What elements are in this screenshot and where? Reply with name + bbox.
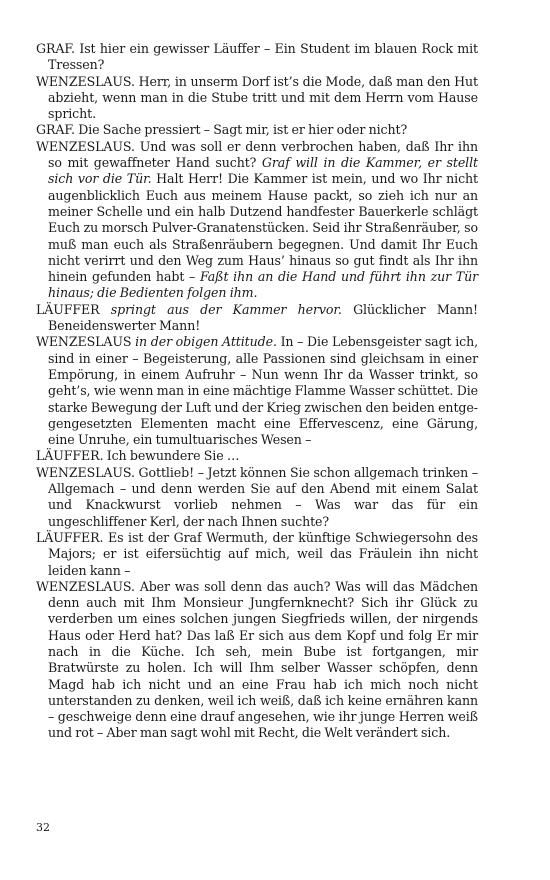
speaker-name: LÄUFFER: [36, 301, 111, 317]
speech-laeuffer-1: [36, 302, 478, 335]
stage-direction: in der obigen Attitude.: [135, 334, 277, 350]
speech-laeuffer-2: [36, 448, 478, 464]
speech-text: LÄUFFER. Es ist der Graf Wermuth, der künftige Schwiegersohn des Majors; er ist eifersüchtig auf mich, weil das Fräulein ihn nicht leiden kann –: [36, 529, 478, 578]
speech-graf-2: [36, 122, 478, 138]
speech-text: LÄUFFER. Ich bewundere Sie …: [36, 448, 240, 464]
speech-wenzeslaus-2: [36, 139, 478, 302]
play-text: [36, 41, 478, 742]
stage-direction: Graf will in die Kammer, er stellt sich vor die Tür.: [48, 155, 478, 187]
speech-text: WENZESLAUS. Gottlieb! – Jetzt können Sie schon allgemach trinken – Allgemach – und denn werden Sie auf den Abend mit einem Salat und Knackwurst vorlieb nehmen – Was war das für ein ungeschliffener Kerl, der nach Ihnen suchte?: [36, 464, 478, 529]
speech-text: WENZESLAUS. Herr, in unserm Dorf ist’s die Mode, daß man den Hut abzieht, wenn man in die Stube tritt und mit dem Herrn vom Hause spricht.: [36, 73, 478, 122]
speech-wenzeslaus-4: [36, 465, 478, 530]
speech-wenzeslaus-3: [36, 334, 478, 448]
speaker-name: WENZESLAUS: [36, 334, 136, 350]
speech-text: GRAF. Ist hier ein gewisser Läuffer – Ein Student im blauen Rock mit Tressen?: [36, 41, 478, 73]
speech-text: WENZESLAUS. Und was soll er denn verbrochen haben, daß Ihr ihn so mit gewaffneter Hand sucht?: [36, 138, 478, 171]
speech-text: Halt Herr! Die Kammer ist mein, und wo Ihr nicht augenblicklich Euch aus meinem Hause packt, so zieh ich nur an meiner Schelle und ein halb Dutzend handfester Bauerkerle schlägt Euch zu morsch Pulver-Granatenstücken. Seid ihr Straßenräuber, so muß man euch als Straßenräubern begegnen. Und damit Ihr Euch nicht verirrt und den Weg zum Haus’ hinaus so gut findt als Ihr ihn hinein gefunden habt –: [48, 171, 478, 285]
page-number: 32: [36, 821, 50, 834]
speech-text: WENZESLAUS. Aber was soll denn das auch? Was will das Mädchen denn auch mit Ihm Monsieur Jungfernknecht? Sich ihr Glück zu verderben um eines solchen jungen Siegfrieds willen, der nirgends Haus oder Herd hat? Das laß Er sich aus dem Kopf und folg Er mir nach in die Küche. Ich seh, mein Bube ist fortgangen, mir Bratwürste zu holen. Ich will Ihm selber Wasser schöpfen, denn Magd hab ich nicht und an eine Frau hab ich mich noch nicht unterstanden zu denken, weil ich weiß, daß ich keine ernähren kann – geschweige denn eine drauf angesehen, wie ihr junge Herren weiß und rot – Aber man sagt wohl mit Recht, die Welt verändert sich.: [36, 578, 478, 741]
speech-wenzeslaus-5: [36, 579, 478, 742]
speech-text: In – Die Lebensgeister sagt ich, sind in einer – Begeisterung, alle Passionen sind gleichsam in einer Empörung, in einem Aufruhr – Nun wenn Ihr da Wasser trinkt, so geht’s, wie wenn man in eine mächtige Flamme Wasser schüttet. Die starke Bewegung der Luft und der Krieg zwischen den beiden entgegengesetzten Elementen macht eine Effervescenz, eine Gärung, eine Unruhe, ein tumultuarisches Wesen –: [48, 334, 478, 448]
speech-text: GRAF. Die Sache pressiert – Sagt mir, ist er hier oder nicht?: [36, 122, 408, 138]
stage-direction: Faßt ihn an die Hand und führt ihn zur Tür hinaus; die Bedienten folgen ihm.: [48, 269, 478, 301]
speech-text: Glücklicher Mann! Beneidenswerter Mann!: [48, 301, 478, 334]
stage-direction: springt aus der Kammer hervor.: [110, 301, 342, 317]
speech-laeuffer-3: [36, 530, 478, 579]
speech-graf-1: [36, 41, 478, 74]
speech-wenzeslaus-1: [36, 74, 478, 123]
